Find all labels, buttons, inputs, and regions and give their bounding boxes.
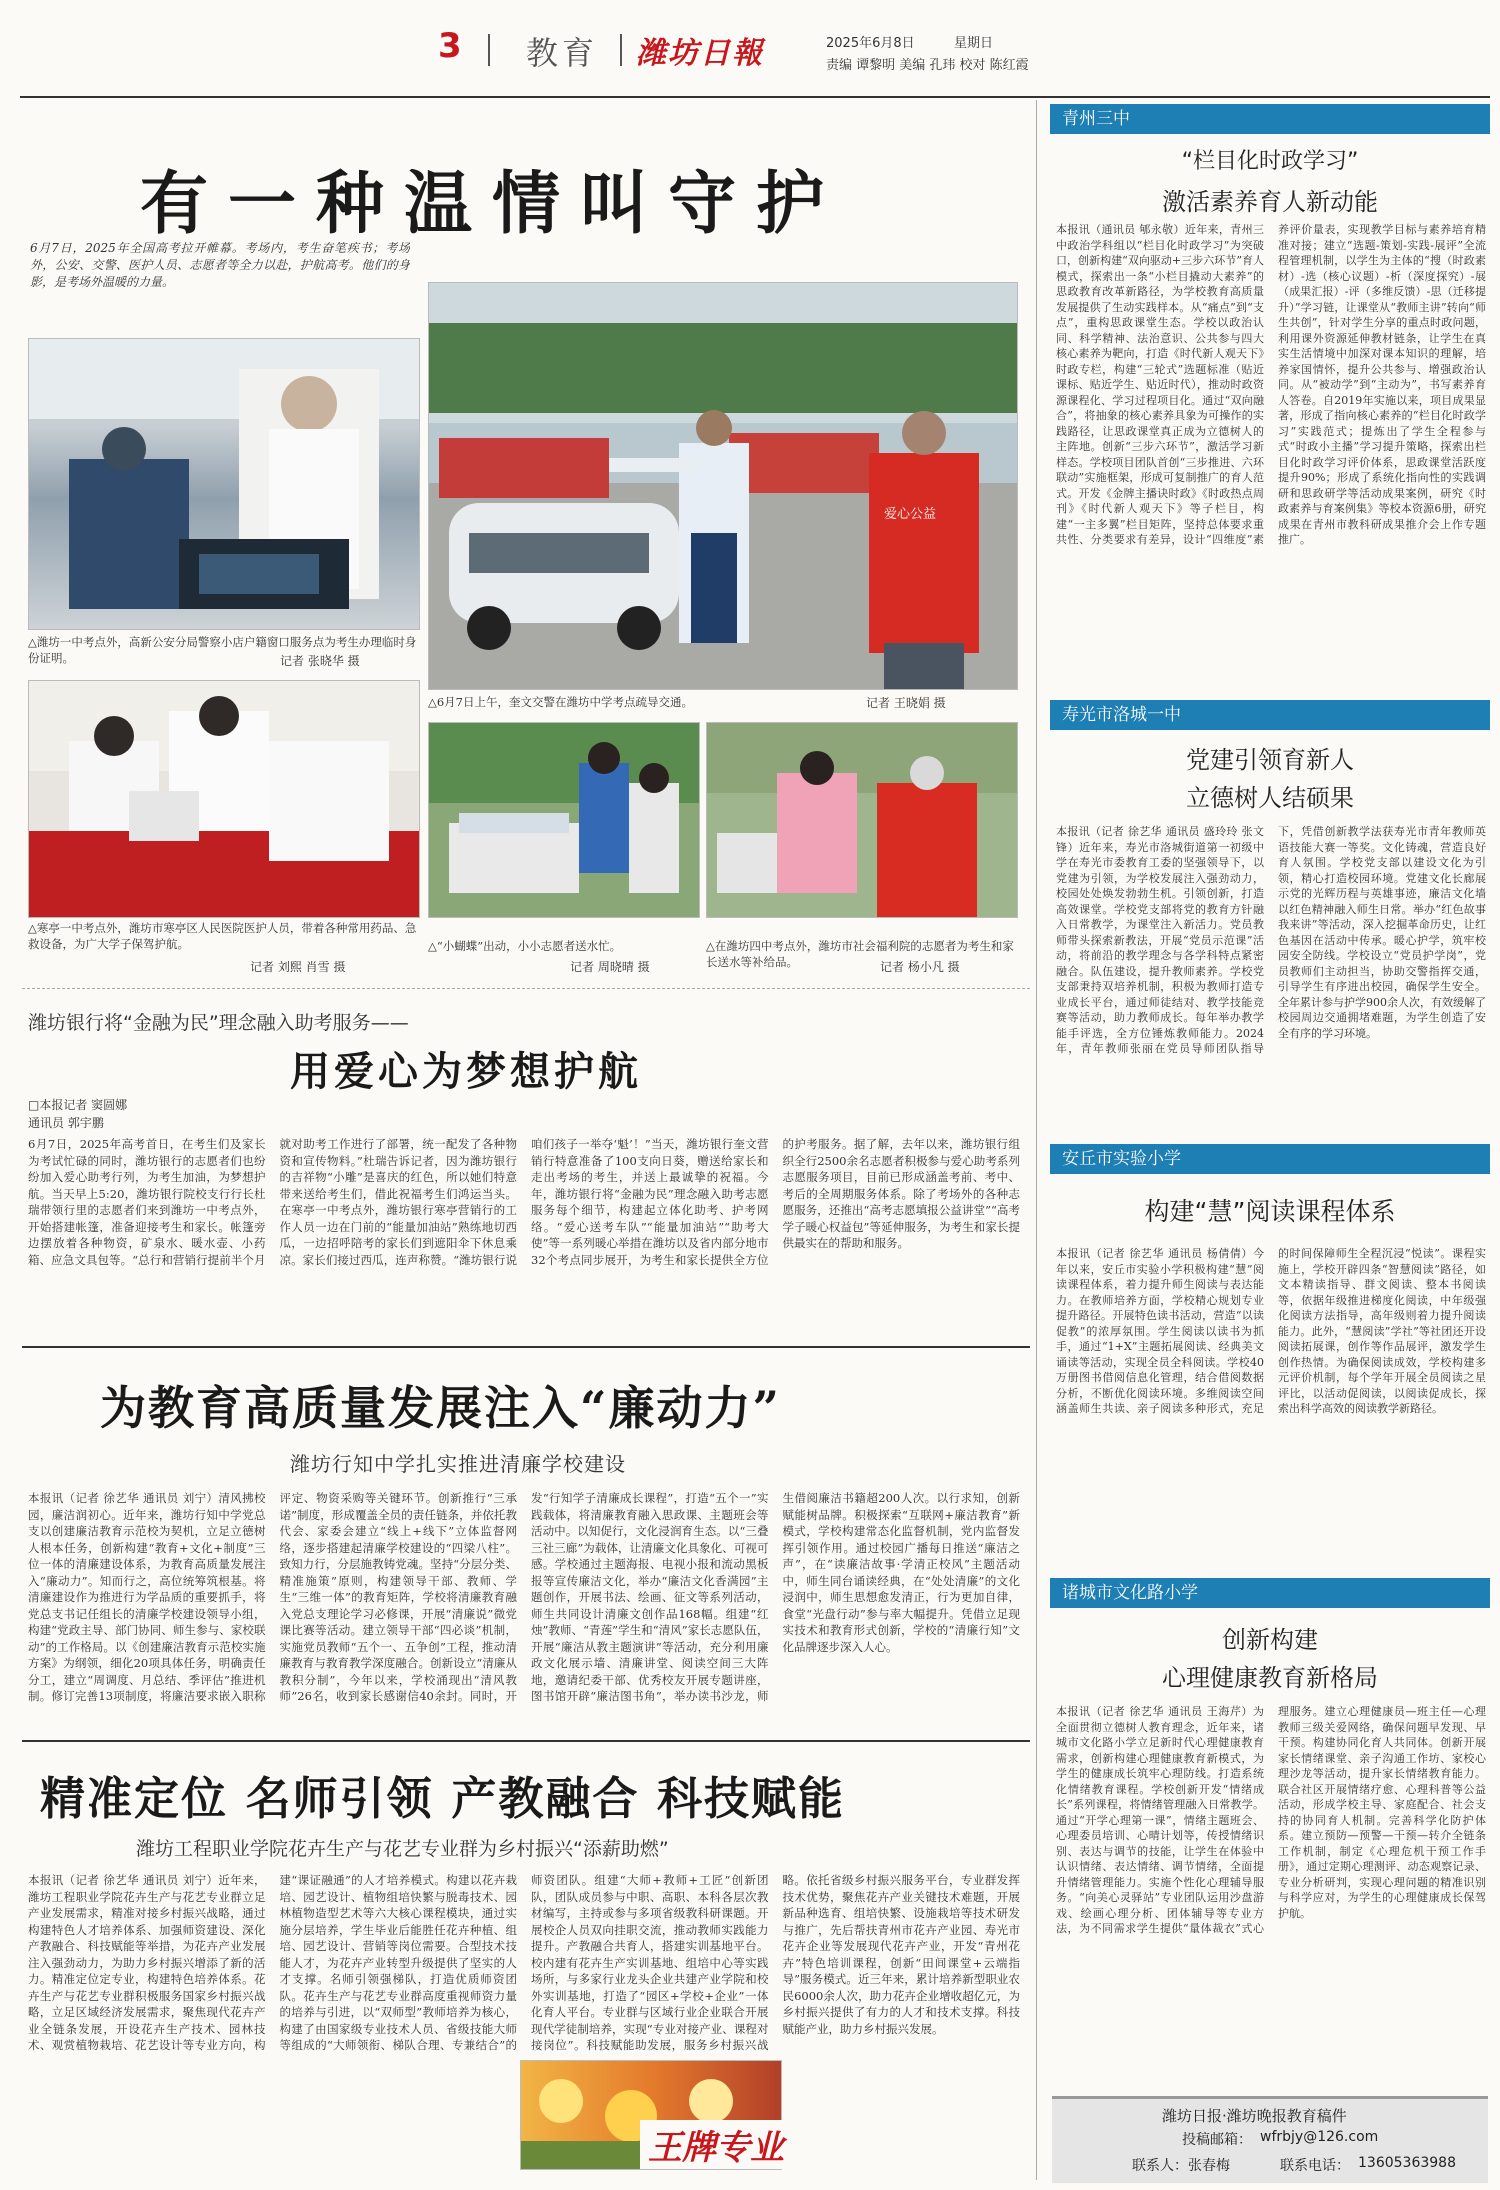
lian-title: 为教育高质量发展注入“廉动力” <box>100 1381 781 1435</box>
masthead-rule <box>20 96 1490 98</box>
sidebar-anqiu-title-1: 构建“慧”阅读课程体系 <box>1144 1197 1396 1226</box>
sidebar-divider <box>1036 100 1037 2180</box>
sidebar-zhucheng-title-2: 心理健康教育新格局 <box>1162 1664 1378 1692</box>
lian-body: 本报讯（记者 徐艺华 通讯员 刘宁）清风拂校园，廉洁润初心。近年来，潍坊行知中学党总支以创建廉洁教育示范校为契机，立足立德树人根本任务，创新构建“教育+文化+制度”三位一体的清廉建设体系，为教育高质量发展注入“廉动力”。知而行之，高位统筹筑根基。将清廉建设作为推进行为学品质的重要抓手，将党总支书记任组长的清廉学校建设领导小组，构建“党政主导、部门协同、师生参与、家校联动”的工作格局。以《创建廉洁教育示范校实施方案》为纲领，细化20项具体任务，明确责任分工，建立“周调度、月总结、季评估”推进机制。修订完善13项制度，将廉洁要求嵌入职称评定、物资采购等关键环节。创新推行“三承诺”制度，形成覆盖全员的责任链条，并依托教代会、家委会建立“线上+线下”立体监督网络，逐步搭建起清廉学校建设的“四梁八柱”。致知力行，分层施教铸党魂。坚持“分层分类、精准施策”原则，构建领导干部、教师、学生“三维一体”的教育矩阵，学校将清廉教育融入党总支理论学习必修课，开展“清廉说”微党课比赛等活动。建立领导干部“四必谈”机制，实施党员教师“五个一、五争创”工程，推动清廉教育与教育教学深度融合。创新设立“清廉从教积分制”，今年以来，学校涌现出“清风教师”26名，收到家长感谢信40余封。同时，开发“行知学子清廉成长课程”，打造“五个一”实践载体，将清廉教育融入思政课、主题班会等活动中。以知促行，文化浸润育生态。以“三叠三社三廊”为载体，让清廉文化具象化、可视可感。学校通过主题海报、电视小报和流动黑板报等宣传廉洁文化，举办“廉洁文化香满园”主题创作，开展书法、绘画、征文等系列活动，师生共同设计清廉文创作品168幅。组建“红烛”教师、“青莲”学生和“清风”家长志愿队伍，开展“廉洁从教主题演讲”等活动，充分利用廉政文化展示墙、清廉讲堂、阅读空间三大阵地，邀请纪委干部、优秀校友开展专题讲座，图书馆开辟“廉洁图书角”，举办读书沙龙，师生借阅廉洁书籍超200人次。以行求知，创新赋能树品牌。积极探索“互联网+廉洁教育”新模式，学校构建常态化监督机制，党内监督发挥引领作用。通过校园广播每日推送“廉洁之声”，在“读廉洁故事·学清正校风”主题活动中，师生同台诵读经典，在“处处清廉”的文化浸润中，师生思想愈发清正，行为更加自律，食堂“光盘行动”参与率大幅提升。凭借立足现实技术和教育形式创新，学校的“清廉行知”文化品牌逐步深入人心。 <box>28 1491 1020 1703</box>
sidebar-qingzhou-title-1: “栏目化时政学习” <box>1181 149 1359 174</box>
sidebar-shouguang-title-1: 党建引领育新人 <box>1186 746 1354 774</box>
lian-subtitle: 潍坊行知中学扎实推进清廉学校建设 <box>290 1452 626 1476</box>
bank-byline: □本报记者 窦圆娜 通讯员 郭宇鹏 <box>28 1098 128 1130</box>
photo-water-volunteers-credit: 记者 周晓晴 摄 <box>570 960 650 974</box>
wangpai-label: 王牌专业 <box>640 2120 792 2169</box>
sidebar-section-qingzhou: 青州三中 <box>1050 104 1490 134</box>
sidebar-shouguang-body: 本报讯（记者 徐艺华 通讯员 盛玲玲 张文锋）近年来，寿光市洛城街道第一初级中学在寿光市委教育工委的坚强领导下，以党建为引领，为学校发展注入强劲动力，校园处处焕发勃勃生机。引领创新，打造高效课堂。学校党支部将党的教育方针融入日常教学，为课堂注入新活力。党员教师带头探索新教法，开展“党员示范课”活动，将前沿的教学理念与各学科特点紧密融合。队伍建设，提升教师素养。学校党支部秉持双培养机制，积极为教师打造专业成长平台，通过师徒结对、教学技能竞赛等活动，助力教师成长。每年举办教学能手评选，全方位锤炼教师能力。2024年，青年教师张丽在党员导师团队指导下，凭借创新教学法获寿光市青年教师英语技能大赛一等奖。文化铸魂，营造良好育人氛围。学校党支部以建设文化为引领，精心打造校园环境。党建文化长廊展示党的光辉历程与英雄事迹，廉洁文化墙以红色精神融入师生日常。举办“红色故事我来讲”等活动，深入挖掘革命历史，让红色基因在活动中传承。暖心护学，筑牢校园安全防线。学校设立“党员护学岗”，党员教师们主动担当，协助交警指挥交通，引导学生有序进出校园，确保学生安全。全年累计参与护学900余人次，有效缓解了校园周边交通拥堵难题，为学生创造了安全有序的学习环境。 <box>1056 825 1486 1055</box>
photo-medical-staff-caption: △寒亭一中考点外，潍坊市寒亭区人民医院医护人员，带着各种常用药品、急救设备，为广大学子保驾护航。 <box>28 921 417 951</box>
issue-weekday: 星期日 <box>954 36 994 51</box>
photo-welfare-volunteers-credit: 记者 杨小凡 摄 <box>880 960 960 974</box>
submission-box <box>1052 2096 1488 2183</box>
sidebar-section-shouguang: 寿光市洛城一中 <box>1050 700 1490 730</box>
photo-water-volunteers-caption: △“小蝴蝶”出动，小小志愿者送水忙。 <box>428 939 622 953</box>
submission-contact: 联系人：张春梅 <box>1132 2158 1230 2174</box>
photo-welfare-volunteers <box>706 722 1018 918</box>
photo-traffic-police <box>428 282 1018 690</box>
photo-police-service <box>28 338 420 630</box>
photo-police-service-caption: △潍坊一中考点外，高新公安分局警察小店户籍窗口服务点为考生办理临时身份证明。 <box>28 635 417 665</box>
sidebar-shouguang-title-2: 立德树人结硕果 <box>1186 784 1354 812</box>
huahui-subtitle: 潍坊工程职业学院花卉生产与花艺专业群为乡村振兴“添薪助燃” <box>136 1838 669 1860</box>
huahui-body: 本报讯（记者 徐艺华 通讯员 刘宁）近年来，潍坊工程职业学院花卉生产与花艺专业群立足产业发展需求，精准对接乡村振兴战略，通过构建特色人才培养体系、加强师资建设、深化产教融合、科技赋能等举措，为花卉产业发展注入强劲动力，为助力乡村振兴增添了新的活力。精准定位定专业，构建特色培养体系。花卉生产与花艺专业群积极服务国家乡村振兴战略，立足区域经济发展需求，聚焦现代花卉产业全链条发展，开设花卉生产技术、园林技术、观赏植物栽培、花艺设计等专业方向，构建“课证融通”的人才培养模式。构建以花卉栽培、园艺设计、植物组培快繁与脱毒技术、园林植物造型艺术等六大核心课程模块，通过实施分层培养，学生毕业后能胜任花卉种植、组培、园艺设计、营销等岗位需要。合型技术技能人才，为花卉产业转型升级提供了坚实的人才支撑。名师引领强梯队，打造优质师资团队。花卉生产与花艺专业群高度重视师资力量的培养与引进，以“双师型”教师培养为核心，构建了由国家级专业技术人员、省级技能大师等组成的“大师领衔、梯队合理、专兼结合”的师资团队。组建“大师+教师+工匠”创新团队，团队成员参与中职、高职、本科各层次教材编写，主持或参与多项省级教科研课题。开展校企人员双向挂职交流，推动教师实践能力提升。产教融合共育人，搭建实训基地平台。校内建有花卉生产实训基地、组培中心等实践场所，与多家行业龙头企业共建产业学院和校外实训基地，打造了“园区+学校+企业”一体化育人平台。专业群与区域行业企业联合开展现代学徒制培养，实现“专业对接产业、课程对接岗位”。科技赋能助发展，服务乡村振兴战略。依托省级乡村振兴服务平台，专业群发挥技术优势，聚焦花卉产业关键技术难题，开展新品种选育、组培快繁、设施栽培等技术研发与推广，先后帮扶青州市花卉产业园、寿光市花卉企业等发展现代花卉产业，开发“青州花卉”特色培训课程，创新“田间课堂+云端指导”服务模式。近三年来，累计培养新型职业农民6000余人次，助力花卉企业增收超亿元，为乡村振兴提供了有力的人才和技术支撑。科技赋能产业，助力乡村振兴发展。 <box>28 1873 1020 2052</box>
sidebar-zhucheng-body: 本报讯（记者 徐艺华 通讯员 王海芹）为全面贯彻立德树人教育理念，近年来，诸城市文化路小学立足新时代心理健康教育需求，创新构建心理健康教育新模式，为学生的健康成长筑牢心理防线。打造系统化情绪教育课程。学校创新开发“情绪成长”系列课程，将情绪管理融入日常教学。通过“开学心理第一课”，情绪主题班会、心理委员培训、心晴计划等，传授情绪识别、表达与调节的技能，让学生在体验中认识情绪、表达情绪、调节情绪，全面提升情绪管理能力。实施个性化心理辅导服务。“向美心灵驿站”专业团队运用沙盘游戏、绘画心理分析、团体辅导等专业方法，为不同需求学生提供“量体裁衣”式心理服务。建立心理健康员—班主任—心理教师三级关爱网络，确保问题早发现、早干预。构建协同化育人共同体。创新开展家长情绪课堂、亲子沟通工作坊、家校心理沙龙等活动，提升家长情绪教育能力。联合社区开展情绪疗愈、心理科普等公益活动，形成学校主导、家庭配合、社会支持的协同育人机制。完善科学化防护体系。建立预防—预警—干预—转介全链条工作机制，制定《心理危机干预工作手册》，通过定期心理测评、动态观察记录、专业分析研判，实现心理问题的精准识别与科学应对，为学生的心理健康成长保驾护航。 <box>1056 1705 1486 1935</box>
photo-medical-staff-credit: 记者 刘熙 肖雪 摄 <box>250 960 346 974</box>
lian-bottom-rule <box>22 1740 1030 1742</box>
submission-phone: 13605363988 <box>1358 2155 1456 2171</box>
editor-credits: 责编 谭黎明 美编 孔玮 校对 陈红霞 <box>826 58 1029 73</box>
feature-bottom-separator <box>22 988 1030 989</box>
section-name: 教育 <box>526 34 599 72</box>
sidebar-section-zhucheng: 诸城市文化路小学 <box>1050 1578 1490 1608</box>
submission-email-label: 投稿邮箱： <box>1182 2132 1252 2148</box>
bank-title: 用爱心为梦想护航 <box>290 1048 642 1095</box>
issue-date: 2025年6月8日 <box>826 36 915 51</box>
photo-traffic-police-credit: 记者 王晓娟 摄 <box>866 696 946 710</box>
sidebar-anqiu-body: 本报讯（记者 徐艺华 通讯员 杨倩倩）今年以来，安丘市实验小学积极构建“慧”阅读课程体系，着力提升师生阅读与表达能力。在教师培养方面，学校精心规划专业提升路径。开展特色读书活动，营造“以读促教”的浓厚氛围。学生阅读以读书为抓手，通过“1+X”主题拓展阅读、经典美文诵读等活动，实现全员全科阅读。学校40万册图书借阅信息化管理，结合借阅数据分析，不断优化阅读环境。多维阅读空间涵盖师生共读、亲子阅读多种形式，充足的时间保障师生全程沉浸“悦读”。课程实施上，学校开辟四条“智慧阅读”路径，如文本精读指导、群文阅读、整本书阅读等，依据年级推进梯度化阅读，中年级强化阅读方法指导，高年级则着力提升阅读能力。此外，“慧阅读”学社”等社团还开设阅读拓展课，创作等作品展评，激发学生创作热情。为确保阅读成效，学校构建多元评价机制，每个学年开展全员阅读之星评比，以活动促阅读，以阅读促成长，探索出科学高效的阅读教学新路径。 <box>1056 1247 1486 1415</box>
masthead-divider <box>488 34 490 66</box>
submission-title: 潍坊日报·潍坊晚报教育稿件 <box>1162 2107 1347 2125</box>
sidebar-section-anqiu: 安丘市实验小学 <box>1050 1144 1490 1174</box>
masthead-divider-2 <box>620 34 622 66</box>
photo-water-volunteers <box>428 722 700 918</box>
photo-medical-staff <box>28 680 420 918</box>
photo-traffic-police-caption: △6月7日上午，奎文交警在潍坊中学考点疏导交通。 <box>428 695 693 709</box>
bank-bottom-rule <box>22 1346 1030 1348</box>
photo-welfare-volunteers-caption: △在潍坊四中考点外，潍坊市社会福利院的志愿者为考生和家长送水等补给品。 <box>706 939 1014 969</box>
huahui-title: 精准定位 名师引领 产教融合 科技赋能 <box>40 1772 846 1825</box>
photo-police-service-credit: 记者 张晓华 摄 <box>280 654 360 668</box>
masthead <box>0 0 1500 98</box>
bank-body: 6月7日，2025年高考首日，在考生们及家长为考试忙碌的同时，潍坊银行的志愿者们也纷纷加入爱心助考行列，为考生加油，为梦想护航。当天早上5:20，潍坊银行院校支行行长杜瑞带领行里的志愿者们来到潍坊一中考点外，开始搭建帐篷，准备迎接考生和家长。帐篷旁边摆放着各种物资，矿泉水、暖水壶、小药箱、应急文具包等。“总行和营销行提前半个月就对助考工作进行了部署，统一配发了各种物资和宣传物料。”杜瑞告诉记者，因为潍坊银行的吉祥物“小雕”是喜庆的红色，所以她们特意带来送给考生们，借此祝福考生们鸿运当头。在寒亭一中考点外，潍坊银行寒亭营销行的工作人员一边在门前的“能量加油站”熟练地切西瓜，一边招呼陪考的家长们到遮阳伞下休息乘凉。家长们接过西瓜，连声称赞。“潍坊银行说咱们孩子一举夺‘魁’！”当天，潍坊银行奎文营销行特意准备了100支向日葵，赠送给家长和走出考场的考生，并送上最诚挚的祝福。今年，潍坊银行将“金融为民”理念融入助考志愿服务每个细节，构建起立体化助考、护考网络。“爱心送考车队”“能量加油站”“助考大使”等一系列暖心举措在潍坊以及省内部分地市32个考点同步展开，为考生和家长提供全方位的护考服务。据了解，去年以来，潍坊银行组织全行2500余名志愿者积极参与爱心助考系列志愿服务项目，目前已形成涵盖考前、考中、考后的全周期服务体系。除了考场外的各种志愿服务，还推出“高考志愿填报公益讲堂”“高考学子暖心权益包”等延伸服务，为考生和家长提供最实在的帮助和服务。 <box>28 1137 1020 1267</box>
bank-kicker: 潍坊银行将“金融为民”理念融入助考服务—— <box>28 1012 409 1034</box>
feature-lead: 6月7日，2025年全国高考拉开帷幕。考场内，考生奋笔疾书；考场外，公安、交警、医护人员、志愿者等全力以赴，护航高考。他们的身影，是考场外温暖的力量。 <box>30 241 410 289</box>
page-number: 3 <box>438 26 462 66</box>
volunteer-vest-text: 爱心公益 <box>884 507 937 522</box>
feature-title: 有一种温情叫守护 <box>140 164 845 244</box>
sidebar-zhucheng-title-1: 创新构建 <box>1222 1626 1318 1654</box>
submission-email[interactable]: wfrbjy@126.com <box>1260 2129 1379 2145</box>
newspaper-logo: 潍坊日報 <box>636 36 764 71</box>
sidebar-qingzhou-body: 本报讯（通讯员 郇永敬）近年来，青州三中政治学科组以“栏目化时政学习”为突破口，创新构建“双向驱动+三步六环节”育人模式，探索出一条“小栏目撬动大素养”的思政教育改革新路径，为学校教育高质量发展提供了生动实践样本。从“痛点”到“支点”，重构思政课堂生态。学校以政治认同、科学精神、法治意识、公共参与四大核心素养为靶向，打造《时代新人观天下》时政专栏，构建“三轮式”选题标准（贴近课标、贴近学生、贴近时代），推动时政资源课程化、学习过程项目化。通过“双向融合”，将抽象的核心素养具象为可操作的实践路径，让思政课堂真正成为立德树人的主阵地。创新“三步六环节”，激活学习新样态。学校项目团队首创“三步推进、六环联动”实施框架，形成可复制推广的育人范式。开发《金牌主播诀时政》《时政热点周刊》《时代新人观天下》等子栏目，构建“一主多翼”栏目矩阵，坚持总体要求重共性、分类要求有差异，设计“四维度”素养评价量表，实现教学目标与素养培育精准对接；建立“选题-策划-实践-展评”全流程管理机制，以学生为主体的“搜（时政素材）-选（核心议题）-析（深度探究）-展（成果汇报）-评（多维反馈）-思（迁移提升）”学习链，让课堂从“教师主讲”转向“师生共创”，针对学生分享的重点时政问题，利用课外资源延伸教材链条，让学生在真实生活情境中加深对课本知识的理解，培养家国情怀，提升公共参与、增强政治认同。从“被动学”到“主动为”，书写素养育人答卷。自2019年实施以来，项目成果显著，形成了指向核心素养的“栏目化时政学习”实践范式；提炼出了学生全程参与式“时政小主播”学习提升策略，探索出栏目化时政学习评价体系，思政课堂活跃度提升90%；形成了系统化指向性的实践调研和思政研学等活动成果案例，研究《时政素养与育案例集》等校本资源6册，研究成果在青州市教科研成果推介会上作专题推广。 <box>1056 223 1486 546</box>
sidebar-qingzhou-title-2: 激活素养育人新动能 <box>1162 188 1378 216</box>
submission-phone-label: 联系电话： <box>1280 2158 1350 2174</box>
